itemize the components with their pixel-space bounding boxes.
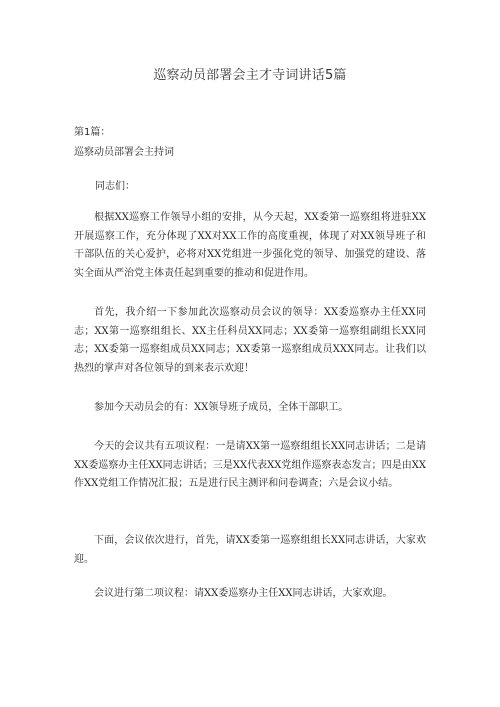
greeting: 同志们： <box>95 181 135 192</box>
paragraph-1: 根据XX巡察工作领导小组的安排，从今天起，XX委第一巡察组将进驻XX开展巡察工作，充分体现了XX对XX工作的高度重视，体现了对XX领导班子和干部队伍的关心爱护，必将对XX党组进一步强化党的领导、加强党的建设、落实全面从严治党主体责任起到重要的推动和促进作用。 <box>74 212 426 279</box>
paragraph-2: 首先，我介绍一下参加此次巡察动员会议的领导：XX委巡察办主任XX同志；XX第一巡察组组长、XX主任科员XX同志；XX委第一巡察组副组长XX同志；XX委第一巡察组成员XX同志；XX委第一巡察组成员XXX同志。让我们以热烈的掌声对各位领导的到来表示欢迎！ <box>74 307 426 374</box>
section-label: 第1篇： <box>74 127 111 138</box>
paragraph-3: 参加今天动员会的有：XX领导班子成员，全体干部职工。 <box>94 402 349 413</box>
document-title: 巡察动员部署会主才寺词讲话5篇 <box>153 68 347 83</box>
section-subtitle: 巡察动员部署会主持词 <box>74 147 174 158</box>
paragraph-4: 今天的会议共有五项议程：一是请XX第一巡察组组长XX同志讲话；二是请XX委巡察办主任XX同志讲话；三是XX代表XX党组作巡察表态发言；四是由XX作XX党组工作情况汇报；五是进行民主测评和问卷调查；六是会议小结。 <box>74 441 426 490</box>
paragraph-6: 会议进行第二项议程：请XX委巡察办主任XX同志讲话，大家欢迎。 <box>94 588 393 599</box>
paragraph-5: 下面，会议依次进行，首先，请XX委第一巡察组组长XX同志讲话，大家欢迎。 <box>74 535 426 565</box>
